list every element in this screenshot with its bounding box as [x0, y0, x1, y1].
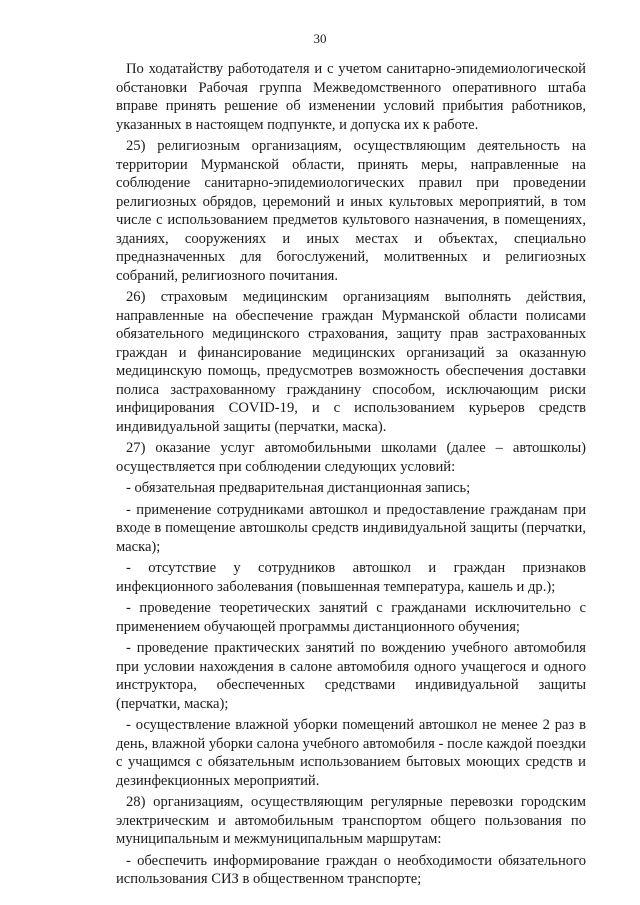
paragraph-item-27-driving-schools: 27) оказание услуг автомобильными школами (далее – автошколы) осуществляется при соблюдении следующих условий:	[116, 440, 586, 475]
paragraph-employer-petition: По ходатайству работодателя и с учетом санитарно-эпидемиологической обстановки Рабочая группа Межведомственного оперативного штаба вправе принять решение об изменении условий прибытия работников, указанных в настоящем подпункте, и допуска их к работе.	[116, 61, 586, 133]
paragraph-item-26-insurance-organizations: 26) страховым медицинским организациям выполнять действия, направленные на обеспечение граждан Мурманской области полисами обязательного медицинского страхования, защиту прав застрахованных граждан и финансирование медицинских организаций за оказанную медицинскую помощь, предусмотрев возможность обеспечения доставки полиса застрахованному гражданину способом, исключающим риски инфицирования COVID-19, и с использованием курьеров средств индивидуальной защиты (перчатки, маска).	[116, 289, 586, 435]
page-number: 30	[313, 31, 327, 46]
paragraph-item-25-religious-organizations: 25) религиозным организациям, осуществляющим деятельность на территории Мурманской области, принять меры, направленные на соблюдение санитарно-эпидемиологических правил при проведении религиозных обрядов, церемоний и иных культовых мероприятий, в том числе с использованием предметов культового назначения, в помещениях, зданиях, сооружениях и иных местах и объектах, специально предназначенных для богослужений, молитвенных и религиозных собраний, религиозного почитания.	[116, 138, 586, 284]
list-item-inform-ppe-transport: - обеспечить информирование граждан о необходимости обязательного использования СИЗ в общественном транспорте;	[116, 852, 586, 887]
list-item-practical-driving: - проведение практических занятий по вождению учебного автомобиля при условии нахождения в салоне автомобиля одного учащегося и одного инструктора, обеспеченных средствами индивидуальной защиты (перчатки, маска);	[116, 640, 586, 712]
list-item-protective-equipment: - применение сотрудниками автошкол и предоставление гражданам при входе в помещение автошколы средств индивидуальной защиты (перчатки, маска);	[116, 501, 586, 555]
paragraph-item-28-public-transport: 28) организациям, осуществляющим регулярные перевозки городским электрическим и автомобильным транспортом общего пользования по муниципальным и межмуниципальным маршрутам:	[116, 794, 586, 847]
document-body	[116, 60, 586, 892]
list-item-no-symptoms: - отсутствие у сотрудников автошкол и граждан признаков инфекционного заболевания (повышенная температура, кашель и др.);	[116, 560, 586, 595]
list-item-wet-cleaning: - осуществление влажной уборки помещений автошкол не менее 2 раз в день, влажной уборки салона учебного автомобиля - после каждой поездки с учащимся с обязательным использованием бытовых моющих средств и дезинфекционных мероприятий.	[116, 717, 586, 789]
list-item-remote-theory-classes: - проведение теоретических занятий с гражданами исключительно с применением обучающей программы дистанционного обучения;	[116, 600, 586, 635]
list-item-remote-registration: - обязательная предварительная дистанционная запись;	[126, 480, 471, 496]
